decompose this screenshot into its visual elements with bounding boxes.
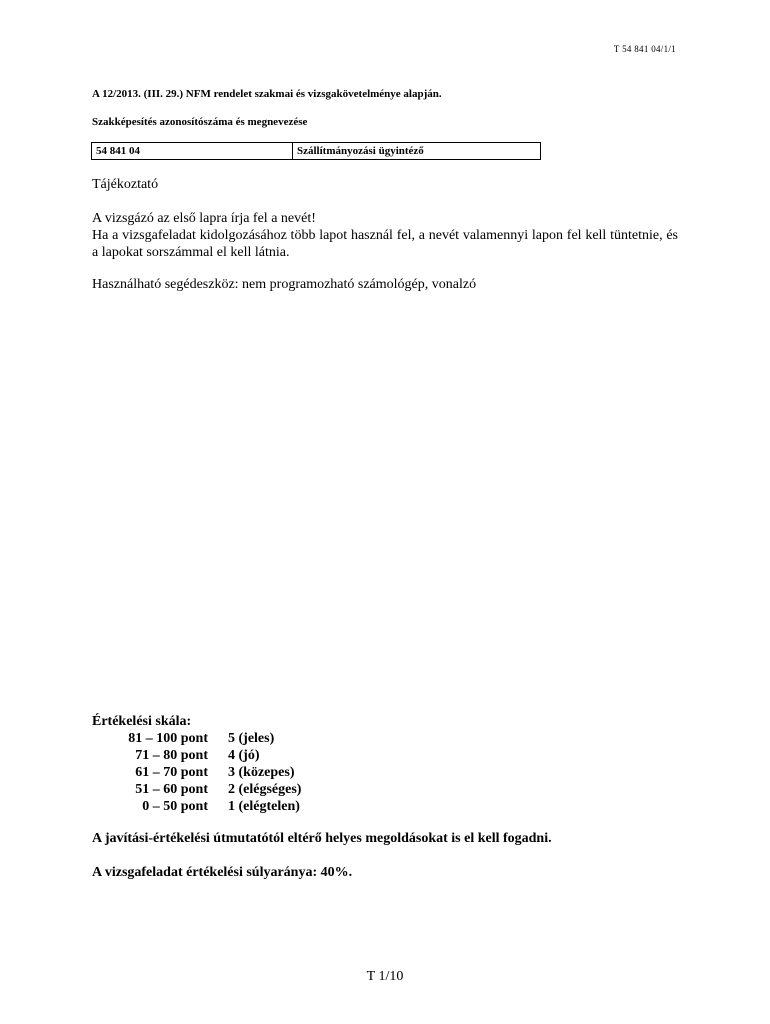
scale-points: 81 – 100 pont — [128, 731, 208, 746]
document-code: T 54 841 04/1/1 — [613, 44, 676, 54]
qualification-name: Szállítmányozási ügyintéző — [293, 143, 541, 160]
scale-row — [92, 747, 301, 764]
allowed-tools: Használható segédeszköz: nem programozható számológép, vonalzó — [92, 277, 477, 292]
info-title: Tájékoztató — [92, 177, 159, 192]
scale-grade: 4 (jó) — [228, 748, 260, 763]
qualification-number: 54 841 04 — [92, 143, 293, 160]
scale-grade: 3 (közepes) — [228, 765, 295, 780]
scale-points: 61 – 70 pont — [135, 765, 208, 780]
instructions — [92, 210, 678, 261]
table-row — [92, 143, 541, 160]
decree-reference: A 12/2013. (III. 29.) NFM rendelet szakmai és vizsgakövetelménye alapján. — [92, 88, 442, 100]
scale-grade: 2 (elégséges) — [228, 782, 302, 797]
weight-note: A vizsgafeladat értékelési súlyaránya: 40%. — [92, 865, 353, 880]
instruction-line-1: A vizsgázó az első lapra írja fel a nevét! — [92, 211, 316, 226]
scale-row — [92, 764, 301, 781]
instruction-line-2: Ha a vizsgafeladat kidolgozásához több lapot használ fel, a nevét valamennyi lapon fel kell tüntetnie, és a lapokat sorszámmal el kell látnia. — [92, 228, 678, 260]
qualification-table — [91, 142, 541, 160]
scale-points: 51 – 60 pont — [135, 782, 208, 797]
qualification-heading: Szakképesítés azonosítószáma és megnevezése — [92, 116, 308, 128]
scale-grade: 1 (elégtelen) — [228, 799, 300, 814]
scale-points: 71 – 80 pont — [135, 748, 208, 763]
page-number: T 1/10 — [366, 969, 404, 984]
scale-row — [92, 781, 301, 798]
scale-row — [92, 730, 301, 747]
grading-scale — [92, 713, 301, 815]
scale-points: 0 – 50 pont — [142, 799, 208, 814]
scale-row — [92, 798, 301, 815]
grading-scale-title: Értékelési skála: — [92, 714, 192, 729]
acceptance-note: A javítási-értékelési útmutatótól eltérő helyes megoldásokat is el kell fogadni. — [92, 831, 552, 846]
scale-grade: 5 (jeles) — [228, 731, 275, 746]
